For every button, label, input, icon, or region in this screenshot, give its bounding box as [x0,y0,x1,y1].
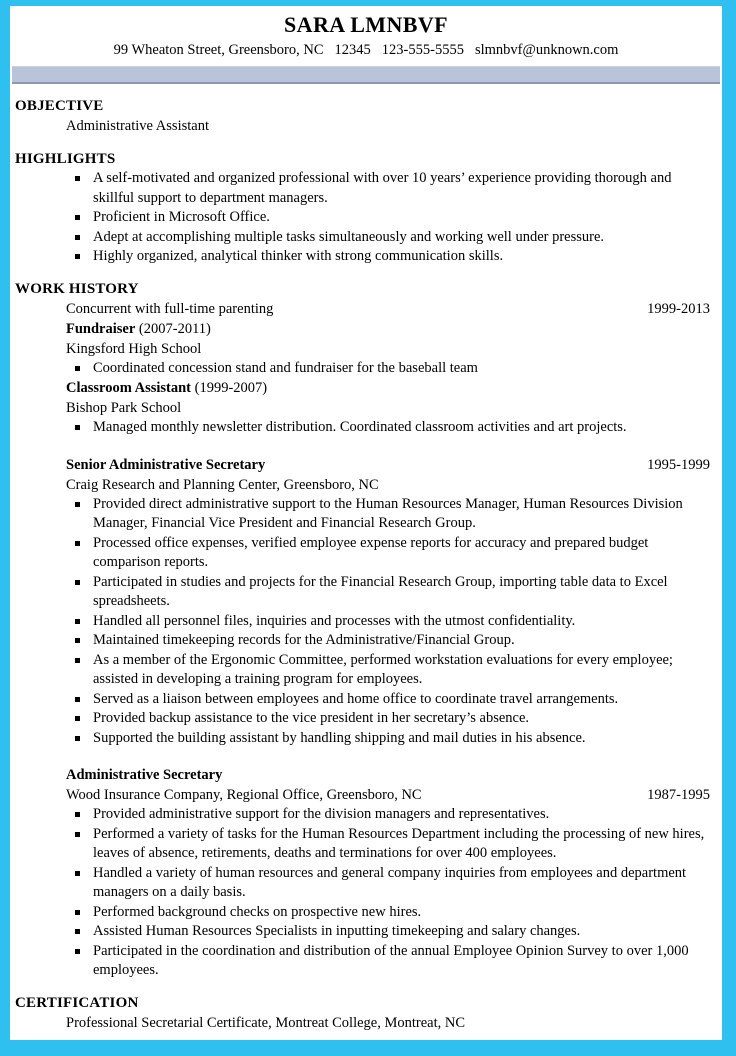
job-years: (2007-2011) [135,320,211,337]
job-title: Classroom Assistant [66,380,192,396]
candidate-name: SARA LMNBVF [284,12,448,37]
highlight-item: Adept at accomplishing multiple tasks simultaneously and working well under pressure. [66,228,710,248]
job-title: Administrative Secretary [66,767,223,783]
job-bullet-list [66,359,710,379]
contact-zip: 12345 [334,42,371,58]
job-entry-list [66,319,710,981]
job-entry [66,319,710,379]
highlights-list [66,169,710,267]
job-org-line [66,339,710,359]
job-bullet-list [66,805,710,981]
job-bullet: Performed background checks on prospective new hires. [66,903,710,923]
certification-body [10,1013,722,1034]
highlight-item: Proficient in Microsoft Office. [66,208,710,228]
job-date: 1995-1999 [647,456,710,473]
header-divider-bar [12,66,720,84]
section-title-certification: CERTIFICATION [15,994,139,1011]
job-bullet: Provided direct administrative support to the Human Resources Manager, Human Resources Division Manager, Financial Vice President and Financial Research Group. [66,495,710,534]
job-bullet: Coordinated concession stand and fundraiser for the baseball team [66,359,710,379]
job-entry [66,378,710,438]
highlights-body [10,169,722,267]
job-bullet: Provided backup assistance to the vice president in her secretary’s absence. [66,709,710,729]
contact-email: slmnbvf@unknown.com [474,42,619,58]
job-title: Senior Administrative Secretary [66,456,266,473]
work-history-intro [66,299,710,319]
job-title-line [66,455,710,475]
job-bullet: Handled a variety of human resources and general company inquiries from employees and department managers on a daily basis. [66,864,710,903]
resume-page [10,6,722,1040]
job-org: Wood Insurance Company, Regional Office, Greensboro, NC [66,787,422,803]
contact-phone: 123-555-5555 [381,42,464,58]
job-bullet: Assisted Human Resources Specialists in inputting timekeeping and salary changes. [66,922,710,942]
section-certification [10,994,722,1034]
job-bullet-list [66,418,710,438]
section-highlights [10,150,722,267]
job-date: 1987-1995 [647,787,710,803]
job-years: (1999-2007) [191,380,268,396]
objective-text: Administrative Assistant [66,118,209,134]
section-title-objective: OBJECTIVE [15,98,104,114]
section-objective [10,97,722,137]
job-org: Kingsford High School [66,340,202,357]
job-bullet: Handled all personnel files, inquiries and processes with the utmost confidentiality. [66,612,710,632]
job-org: Craig Research and Planning Center, Greensboro, NC [66,476,379,493]
job-entry [66,455,710,749]
work-history-body [10,299,722,981]
job-title: Fundraiser [66,320,136,337]
work-history-intro-date: 1999-2013 [647,300,710,317]
section-work-history [10,280,722,981]
job-bullet: Participated in studies and projects for the Financial Research Group, importing table data to Excel spreadsheets. [66,573,710,612]
job-org: Bishop Park School [66,400,182,416]
certification-text: Professional Secretarial Certificate, Montreat College, Montreat, NC [66,1014,466,1031]
contact-address: 99 Wheaton Street, Greensboro, NC [113,42,324,58]
highlight-item: A self-motivated and organized professional with over 10 years’ experience providing thorough and skillful support to department managers. [66,169,710,208]
job-bullet: Participated in the coordination and distribution of the annual Employee Opinion Survey to over 1,000 employees. [66,942,710,981]
job-bullet: Processed office expenses, verified employee expense reports for accuracy and prepared budget comparison reports. [66,534,710,573]
section-title-work-history: WORK HISTORY [15,280,139,297]
job-bullet-list [66,495,710,749]
job-bullet: Managed monthly newsletter distribution. Coordinated classroom activities and art projects. [66,418,710,438]
job-title-line [66,378,710,398]
job-bullet: As a member of the Ergonomic Committee, performed workstation evaluations for every employee; assisted in developing a training program for employees. [66,651,710,690]
job-title-line [66,319,710,339]
job-org-line [66,785,710,805]
highlight-item: Highly organized, analytical thinker with strong communication skills. [66,247,710,267]
job-bullet: Maintained timekeeping records for the Administrative/Financial Group. [66,631,710,651]
job-title-line [66,765,710,785]
job-bullet: Performed a variety of tasks for the Human Resources Department including the processing of new hires, leaves of absence, retirements, deaths and terminations for over 400 employees. [66,825,710,864]
contact-line [10,41,722,59]
job-org-line [66,475,710,495]
job-bullet: Supported the building assistant by handling shipping and mail duties in his absence. [66,729,710,749]
work-history-intro-text: Concurrent with full-time parenting [66,300,274,317]
job-bullet: Served as a liaison between employees and home office to coordinate travel arrangements. [66,690,710,710]
job-org-line [66,398,710,418]
job-entry [66,765,710,981]
resume-header [10,12,722,84]
section-title-highlights: HIGHLIGHTS [15,151,116,167]
objective-body [10,116,722,137]
job-bullet: Provided administrative support for the division managers and representatives. [66,805,710,825]
